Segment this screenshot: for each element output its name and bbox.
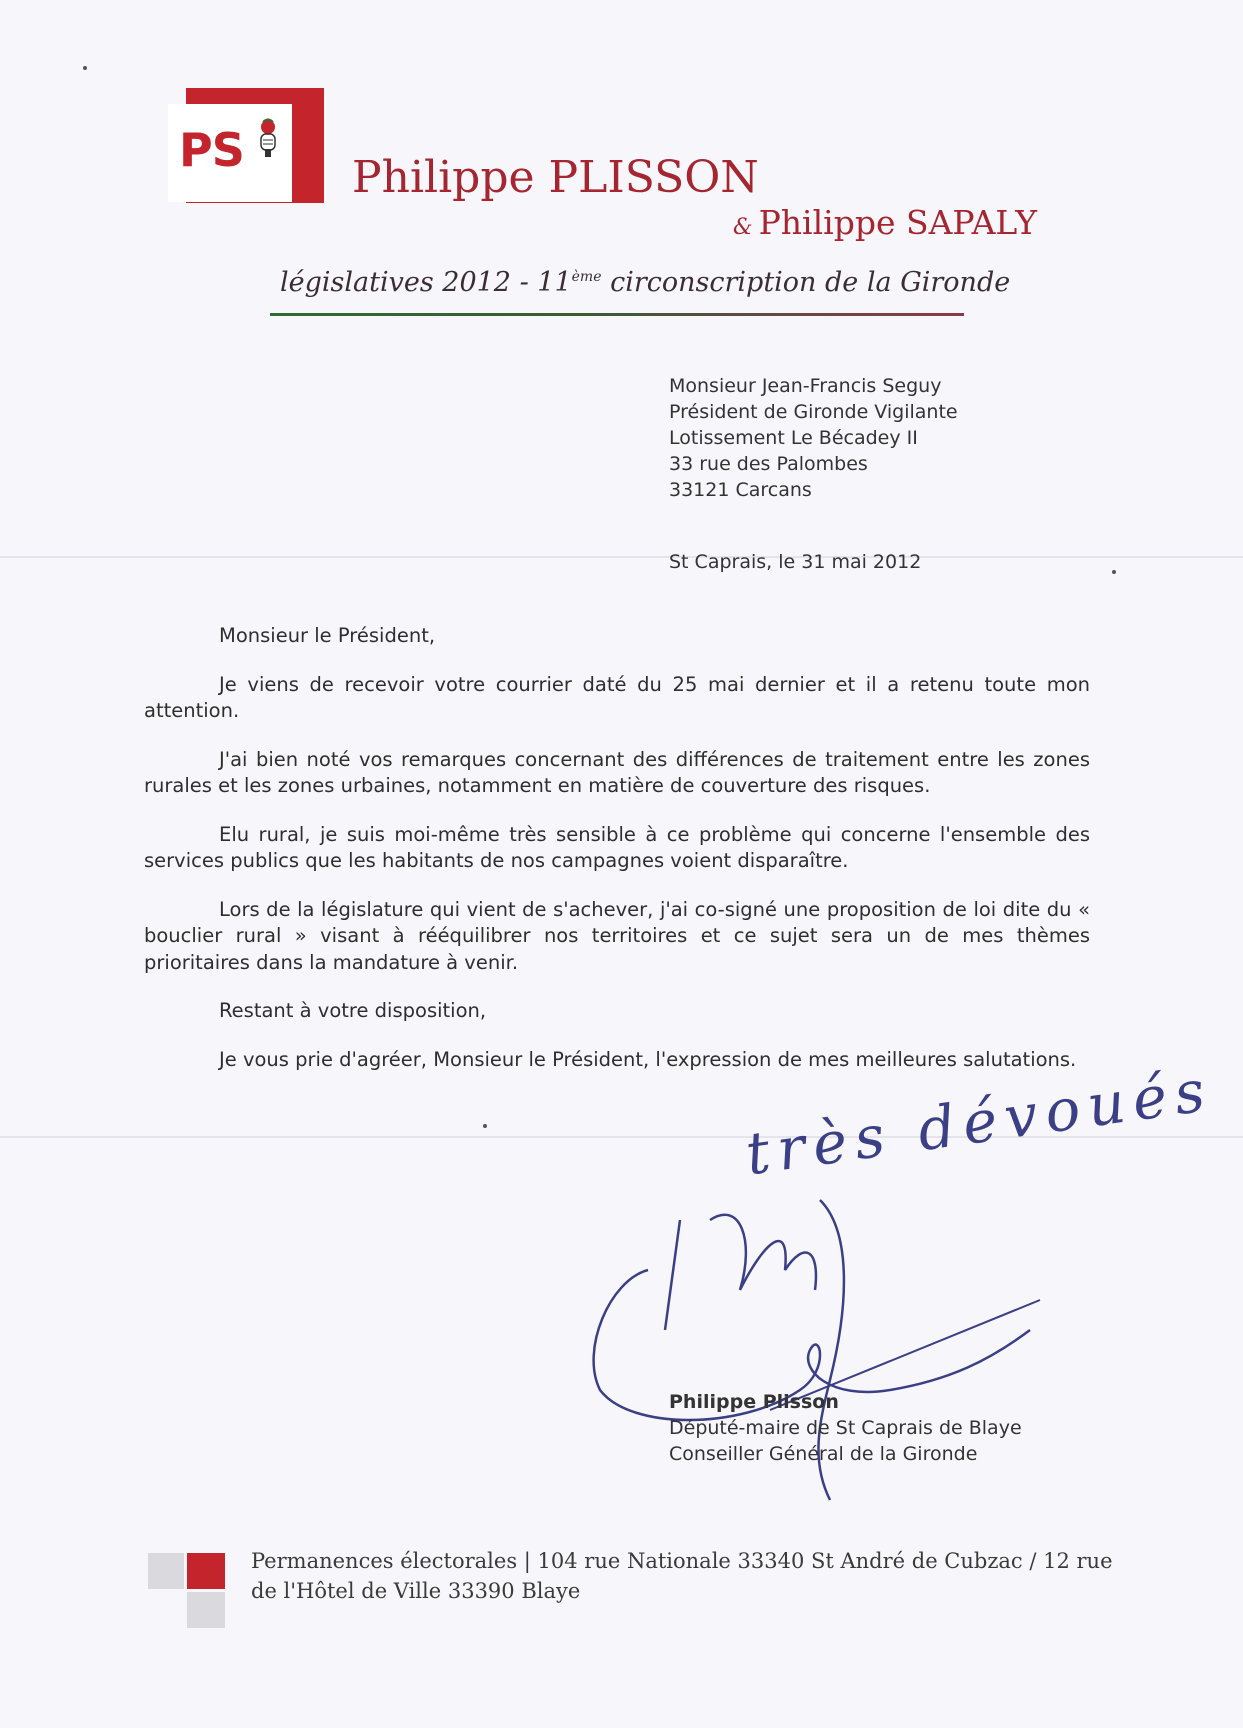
ps-logo-text: PS: [179, 123, 244, 177]
subtitle-superscript: ème: [571, 269, 602, 285]
footer-squares-icon: [148, 1551, 228, 1629]
address-line: 33121 Carcans: [669, 479, 812, 501]
subtitle-part: circonscription de la Gironde: [601, 267, 1011, 298]
recipient-address: [669, 373, 958, 503]
footer-address: Permanences électorales | 104 rue Nationale 33340 St André de Cubzac / 12 rue de l'Hôtel de Ville 33390 Blaye: [251, 1549, 1113, 1603]
body-paragraph: Elu rural, je suis moi-même très sensible à ce problème qui concerne l'ensemble des services publics que les habitants de nos campagnes voient disparaître.: [144, 822, 1090, 872]
letter-date: St Caprais, le 31 mai 2012: [669, 551, 922, 573]
substitute-name-text: Philippe SAPALY: [758, 203, 1038, 242]
paper-speck: [483, 1124, 487, 1128]
signatory-block: [669, 1389, 1022, 1467]
letter-body: [144, 623, 1090, 1073]
signatory-title: Conseiller Général de la Gironde: [669, 1443, 978, 1465]
address-line: 33 rue des Palombes: [669, 453, 868, 475]
paper-speck: [83, 66, 87, 70]
subtitle-part: législatives 2012 - 11: [280, 267, 572, 298]
salutation: Monsieur le Président,: [219, 624, 436, 647]
header-rule: [270, 313, 964, 316]
fist-rose-icon: [254, 118, 282, 158]
body-paragraph: Lors de la législature qui vient de s'achever, j'ai co-signé une proposition de loi dite du « bouclier rural » visant à rééquilibrer nos territoires et ce sujet sera un de mes thèmes prioritaires dans la mandature à venir.: [144, 897, 1090, 974]
handwritten-signature: [570, 1180, 1050, 1520]
election-subtitle: [280, 267, 1010, 298]
signatory-title: Député-maire de St Caprais de Blaye: [669, 1417, 1022, 1439]
address-line: Monsieur Jean-Francis Seguy: [669, 375, 942, 397]
paper-fold-line: [0, 556, 1243, 558]
body-paragraph: J'ai bien noté vos remarques concernant des différences de traitement entre les zones rurales et les zones urbaines, notamment en matière de couverture des risques.: [144, 747, 1090, 797]
candidate-name: Philippe PLISSON: [352, 152, 759, 203]
handwritten-note: très dévoués: [741, 1055, 1217, 1189]
closing-line: Restant à votre disposition,: [219, 999, 487, 1022]
address-line: Lotissement Le Bécadey II: [669, 427, 918, 449]
address-line: Président de Gironde Vigilante: [669, 401, 958, 423]
signatory-name: Philippe Plisson: [669, 1391, 839, 1413]
substitute-name: [733, 203, 1037, 242]
closing-formula: Je vous prie d'agréer, Monsieur le Président, l'expression de mes meilleures salutations.: [219, 1047, 1077, 1071]
ampersand: &: [733, 215, 753, 240]
paper-speck: [1112, 570, 1116, 574]
body-paragraph: Je viens de recevoir votre courrier daté du 25 mai dernier et il a retenu toute mon attention.: [144, 672, 1090, 722]
